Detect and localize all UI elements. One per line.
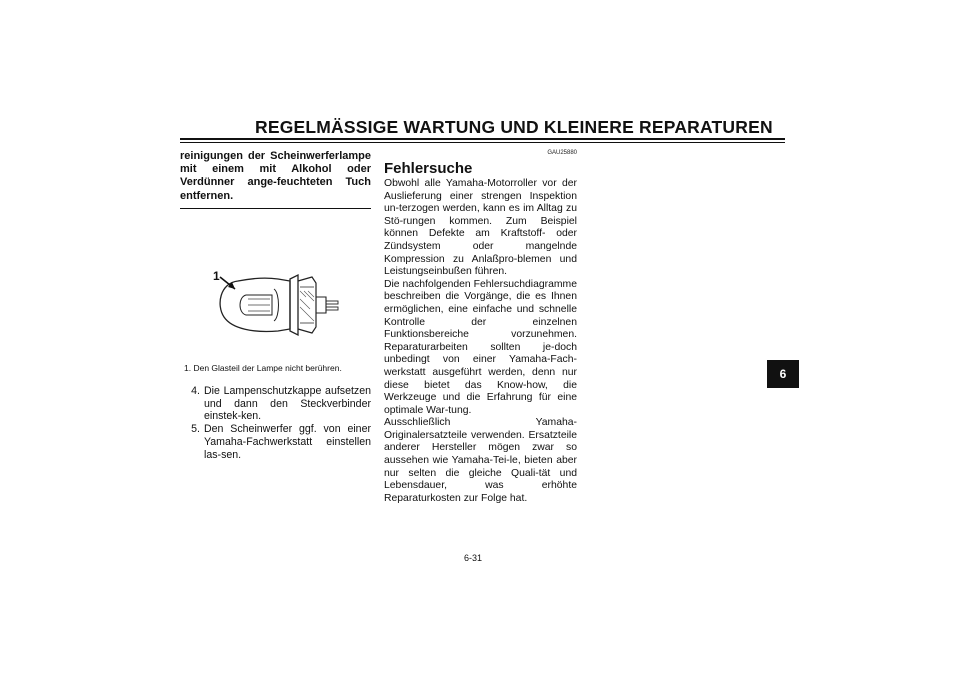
list-item — [180, 423, 371, 461]
headlight-bulb-figure — [180, 229, 371, 347]
reference-code: GAU25880 — [547, 150, 577, 156]
page-number: 6-31 — [464, 553, 483, 563]
left-column — [180, 150, 371, 462]
step-text: Die Lampenschutzkappe aufsetzen und dann den Steckverbinder einstek-ken. — [204, 384, 371, 423]
figure-caption: 1. Den Glasteil der Lampe nicht berühren. — [184, 362, 342, 373]
paragraph: Obwohl alle Yamaha-Motorroller vor der Auslieferung einer strengen Inspektion un-terzogen werden, kann es im Alltag zu Stö-rungen kommen. Zum Beispiel können Defekte am Kraftstoff- oder Zündsystem oder mangelnde Kompression zu Anlaßpro-blemen und Leistungseinbußen führen. — [384, 178, 577, 278]
headlight-bulb-illustration — [180, 229, 371, 347]
chapter-tab: 6 — [767, 360, 799, 388]
warning-rule — [180, 208, 371, 209]
step-text: Den Scheinwerfer ggf. von einer Yamaha-Fachwerkstatt einstellen las-sen. — [204, 423, 371, 461]
step-number: 4. — [191, 384, 200, 397]
figure-callout-number: 1 — [213, 268, 220, 283]
steps-list — [180, 385, 371, 462]
page-title: REGELMÄSSIGE WARTUNG UND KLEINERE REPARATUREN — [255, 117, 773, 137]
paragraph: Ausschließlich Yamaha-Originalersatzteile verwenden. Ersatzteile anderer Hersteller mögen zwar so aussehen wie Yamaha-Tei-le, bieten aber nur selten die gleiche Quali-tät und Lebensdauer, was erhöhte Reparaturkosten zur Folge hat. — [384, 417, 577, 504]
section-title: Fehlersuche — [384, 160, 473, 177]
header-rule — [180, 138, 785, 140]
paragraph: Die nachfolgenden Fehlersuchdiagramme beschreiben die Vorgänge, die es Ihnen ermöglichen, eine einfache und schnelle Kontrolle der einzelnen Funktionsbereiche vorzunehmen. Reparaturarbeiten sollten je-doch unbedingt von einer Yamaha-Fach-werkstatt ausgeführt werden, denn nur diese bietet das Know-how, die Werkzeuge und die Erfahrung für eine optimale War-tung. — [384, 278, 577, 416]
header-rule-thin — [180, 142, 785, 143]
right-column — [384, 150, 577, 505]
warning-text: reinigungen der Scheinwerferlampe mit einem mit Alkohol oder Verdünner ange-feuchteten Tuch entfernen. — [180, 150, 371, 202]
list-item — [180, 385, 371, 423]
step-number: 5. — [191, 423, 200, 436]
